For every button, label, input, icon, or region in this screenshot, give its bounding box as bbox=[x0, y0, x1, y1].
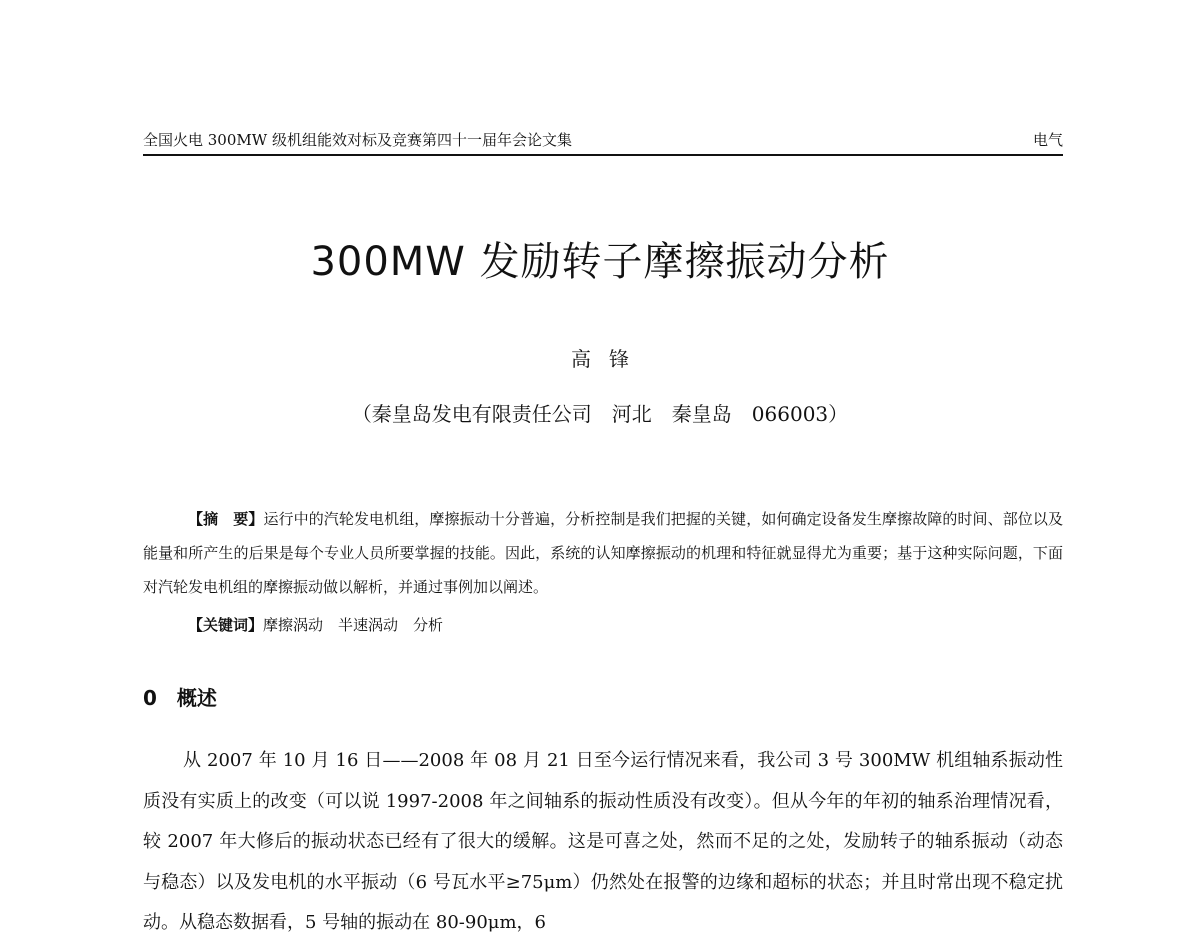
keywords-label: 【关键词】 bbox=[188, 616, 264, 634]
keywords bbox=[188, 610, 443, 640]
author-affiliation: （秦皇岛发电有限责任公司 河北 秦皇岛 066003） bbox=[351, 402, 849, 426]
paper-title: 300MW 发励转子摩擦振动分析 bbox=[310, 239, 890, 285]
journal-name: 全国火电 300MW 级机组能效对标及竞赛第四十一届年会论文集 bbox=[143, 131, 572, 149]
abstract bbox=[143, 502, 1063, 604]
body-paragraph: 从 2007 年 10 月 16 日——2008 年 08 月 21 日至今运行情况来看，我公司 3 号 300MW 机组轴系振动性质没有实质上的改变（可以说 1997-2008 年之间轴系的振动性质没有改变）。但从今年的年初的轴系治理情况看，较 2007 年大修后的振动状态已经有了很大的缓解。这是可喜之处，然而不足的之处，发励转子的轴系振动（动态与稳态）以及发电机的水平振动（6 号瓦水平≥75μm）仍然处在报警的边缘和超标的状态；并且时常出现不稳定扰动。从稳态数据看，5 号轴的振动在 80-90μm，6 bbox=[143, 750, 1063, 933]
section-category: 电气 bbox=[1032, 131, 1063, 149]
author-name: 高锋 bbox=[571, 347, 647, 371]
abstract-label: 【摘 要】 bbox=[188, 510, 264, 528]
abstract-text: 运行中的汽轮发电机组，摩擦振动十分普遍，分析控制是我们把握的关键，如何确定设备发生摩擦故障的时间、部位以及能量和所产生的后果是每个专业人员所要掌握的技能。因此，系统的认知摩擦振动的机理和特征就显得尤为重要；基于这种实际问题，下面对汽轮发电机组的摩擦振动做以解析，并通过事例加以阐述。 bbox=[143, 510, 1063, 596]
keywords-text: 摩擦涡动 半速涡动 分析 bbox=[263, 616, 444, 634]
section-heading-overview: 0 概述 bbox=[143, 686, 217, 710]
running-header bbox=[143, 128, 1063, 156]
